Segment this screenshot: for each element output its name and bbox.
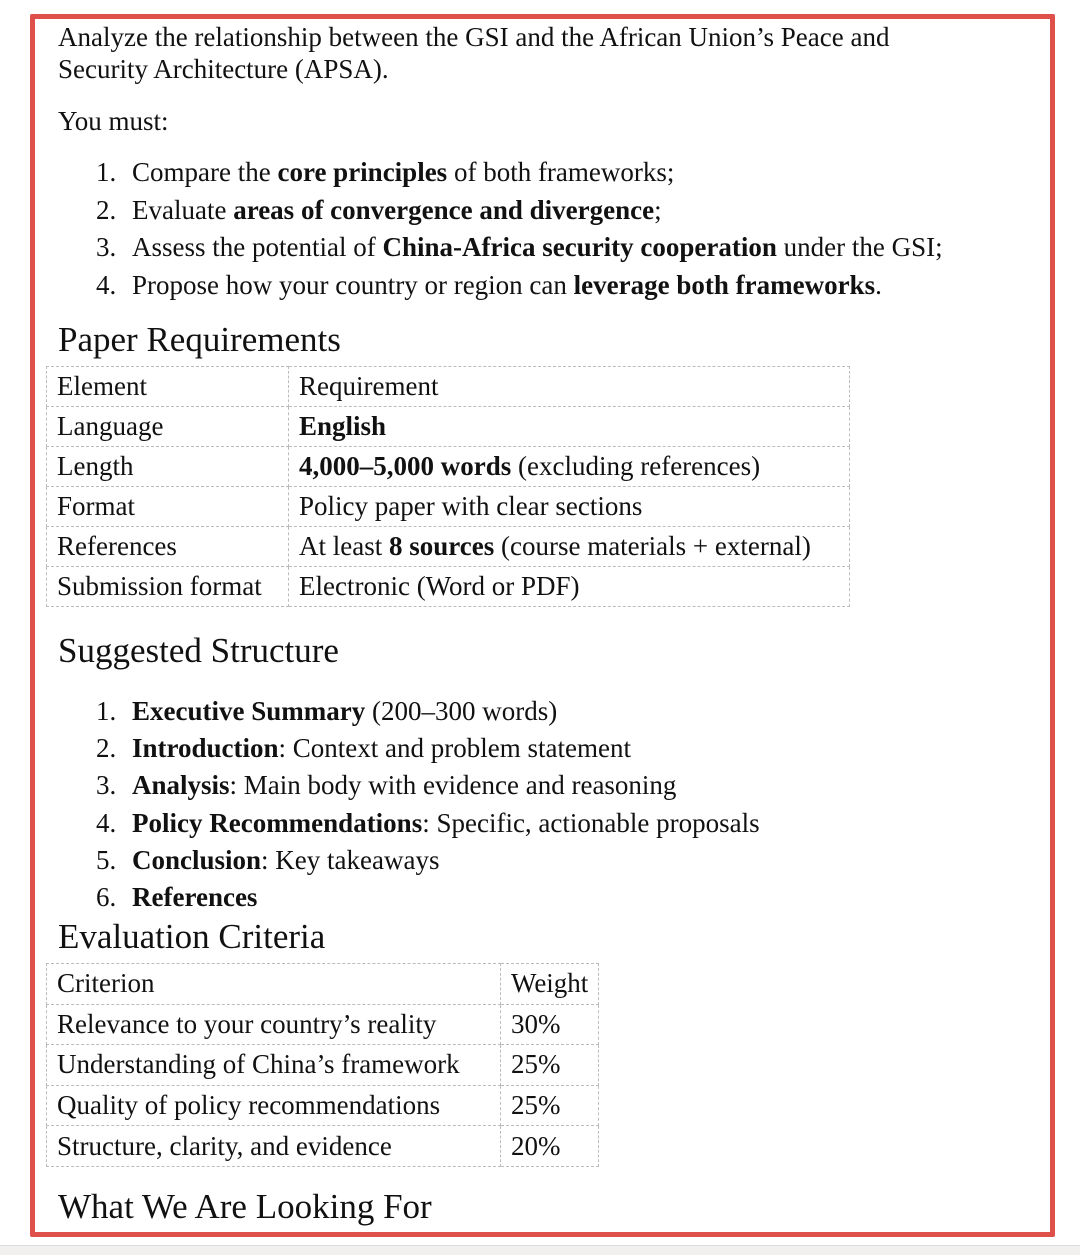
what-we-are-looking-for-heading: What We Are Looking For (58, 1187, 432, 1226)
list-item: 6. References (96, 881, 258, 912)
intro-line-2: Security Architecture (APSA). (58, 54, 389, 84)
table-row (47, 567, 850, 607)
table-header-row (47, 964, 599, 1005)
table-cell: Understanding of China’s framework (47, 1045, 501, 1086)
list-item: 5. Conclusion: Key takeaways (96, 844, 440, 875)
table-row (47, 1045, 599, 1086)
list-item: 3. Analysis: Main body with evidence and reasoning (96, 770, 677, 801)
table-cell: 30% (501, 1004, 599, 1045)
table-cell: 20% (501, 1126, 599, 1167)
paper-requirements-heading: Paper Requirements (58, 320, 341, 359)
table-cell: Relevance to your country’s reality (47, 1004, 501, 1045)
table-cell: English (289, 407, 850, 447)
table-cell: References (47, 527, 289, 567)
table-header-cell: Weight (501, 964, 599, 1005)
table-header-row (47, 367, 850, 407)
table-header-cell: Element (47, 367, 289, 407)
list-item: 3. Assess the potential of China-Africa security cooperation under the GSI; (96, 232, 943, 262)
table-header-cell: Requirement (289, 367, 850, 407)
table-row (47, 447, 850, 487)
evaluation-criteria-heading: Evaluation Criteria (58, 917, 326, 956)
table-cell: At least 8 sources (course materials + external) (289, 527, 850, 567)
list-item: 1. Compare the core principles of both frameworks; (96, 157, 675, 187)
bottom-scroll-strip (0, 1245, 1080, 1255)
table-cell: Quality of policy recommendations (47, 1085, 501, 1126)
list-item: 4. Propose how your country or region can leverage both frameworks. (96, 269, 882, 300)
table-row (47, 1004, 599, 1045)
table-cell: Structure, clarity, and evidence (47, 1126, 501, 1167)
table-cell: Submission format (47, 567, 289, 607)
suggested-structure-heading: Suggested Structure (58, 631, 339, 670)
table-row (47, 527, 850, 567)
you-must-label: You must: (58, 106, 169, 136)
task-list (96, 154, 943, 304)
table-cell: 25% (501, 1085, 599, 1126)
table-row (47, 487, 850, 527)
table-row (47, 1126, 599, 1167)
table-cell: Language (47, 407, 289, 447)
table-row (47, 407, 850, 447)
table-cell: Policy paper with clear sections (289, 487, 850, 527)
table-cell: Electronic (Word or PDF) (289, 567, 850, 607)
structure-list (96, 693, 760, 916)
intro-paragraph (58, 21, 1018, 85)
intro-line-1: Analyze the relationship between the GSI and the African Union’s Peace and (58, 22, 890, 52)
table-cell: Length (47, 447, 289, 487)
table-cell: 25% (501, 1045, 599, 1086)
table-cell: Format (47, 487, 289, 527)
document-frame (30, 14, 1055, 1237)
table-cell: 4,000–5,000 words (excluding references) (289, 447, 850, 487)
table-header-cell: Criterion (47, 964, 501, 1005)
list-item: 2. Evaluate areas of convergence and divergence; (96, 194, 662, 225)
requirements-table (46, 366, 850, 607)
list-item: 1. Executive Summary (200–300 words) (96, 696, 558, 726)
table-row (47, 1085, 599, 1126)
list-item: 4. Policy Recommendations: Specific, actionable proposals (96, 807, 760, 838)
evaluation-table (46, 963, 599, 1167)
list-item: 2. Introduction: Context and problem statement (96, 733, 631, 764)
